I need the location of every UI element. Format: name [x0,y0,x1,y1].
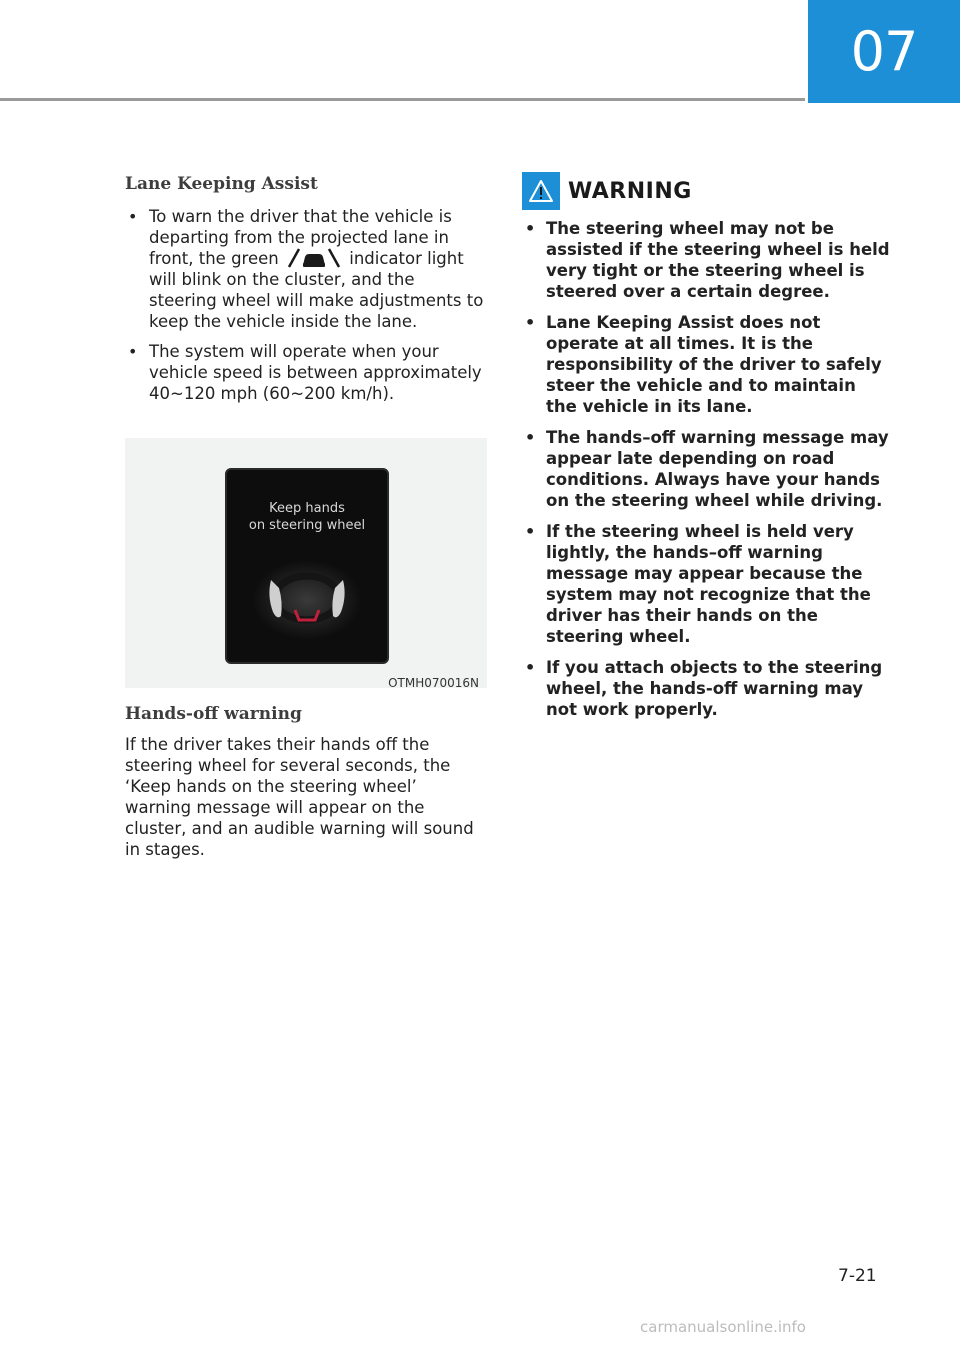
list-item [125,206,487,332]
bullet-dot: • [525,658,536,677]
bullet-text-before: To warn the driver that the vehicle is departing from the projected lane in front, the green [149,207,452,268]
warning-text: The hands–off warning message may appear late depending on road conditions. Always have your hands on the steering wheel while driving. [546,428,889,510]
bullet-dot: • [128,342,138,361]
warning-text: If the steering wheel is held very lightly, the hands–off warning message may appear because the system may not recognize that the driver has their hands on the steering wheel. [546,522,871,646]
list-item [522,427,890,511]
bullet-text-after: indicator light will blink on the cluster, and the steering wheel will make adjustments to keep the vehicle inside the lane. [149,249,484,331]
watermark[interactable]: carmanualsonline.info [640,1318,806,1336]
list-item [522,521,890,647]
warning-text: Lane Keeping Assist does not operate at all times. It is the responsibility of the driver to safely steer the vehicle and to maintain the vehicle in its lane. [546,313,882,416]
bullet-dot: • [525,522,536,541]
lka-bullet-list [125,206,487,404]
warning-text: If you attach objects to the steering wheel, the hands-off warning may not work properly. [546,658,883,719]
cluster-figure [125,438,487,688]
bullet-dot: • [525,219,536,238]
list-item [522,218,890,302]
section-heading: Lane Keeping Assist [125,174,318,194]
warning-triangle-icon [522,172,560,210]
bullet-text: The system will operate when your vehicle speed is between approximately 40~120 mph (60~200 km/h). [149,342,482,403]
list-item [522,312,890,417]
list-item [125,341,487,404]
left-column [125,172,487,860]
figure-code: OTMH070016N [388,676,479,690]
warning-list [522,218,890,720]
bullet-dot: • [525,428,536,447]
cluster-message-line2: on steering wheel [248,518,366,533]
header-rule [0,98,805,101]
lane-keeping-indicator-icon [287,248,341,268]
bullet-dot: • [128,207,138,226]
cluster-message-line1: Keep hands [269,501,345,516]
subsection-heading: Hands-off warning [125,704,302,724]
list-item [522,657,890,720]
page-number: 7-21 [838,1266,877,1286]
cluster-display [225,468,389,664]
warning-box [522,172,890,730]
warning-header [522,172,890,210]
hands-off-paragraph: If the driver takes their hands off the steering wheel for several seconds, the ‘Keep hands on the steering wheel’ warning message will appear on the cluster, and an audible warning will sound in stages. [125,735,474,859]
warning-title: WARNING [568,178,692,204]
warning-text: The steering wheel may not be assisted if the steering wheel is held very tight or the steering wheel is steered over a certain degree. [546,219,890,301]
chapter-tab [808,0,960,103]
chapter-number: 07 [850,20,918,83]
bullet-dot: • [525,313,536,332]
steering-wheel-icon [227,470,387,662]
